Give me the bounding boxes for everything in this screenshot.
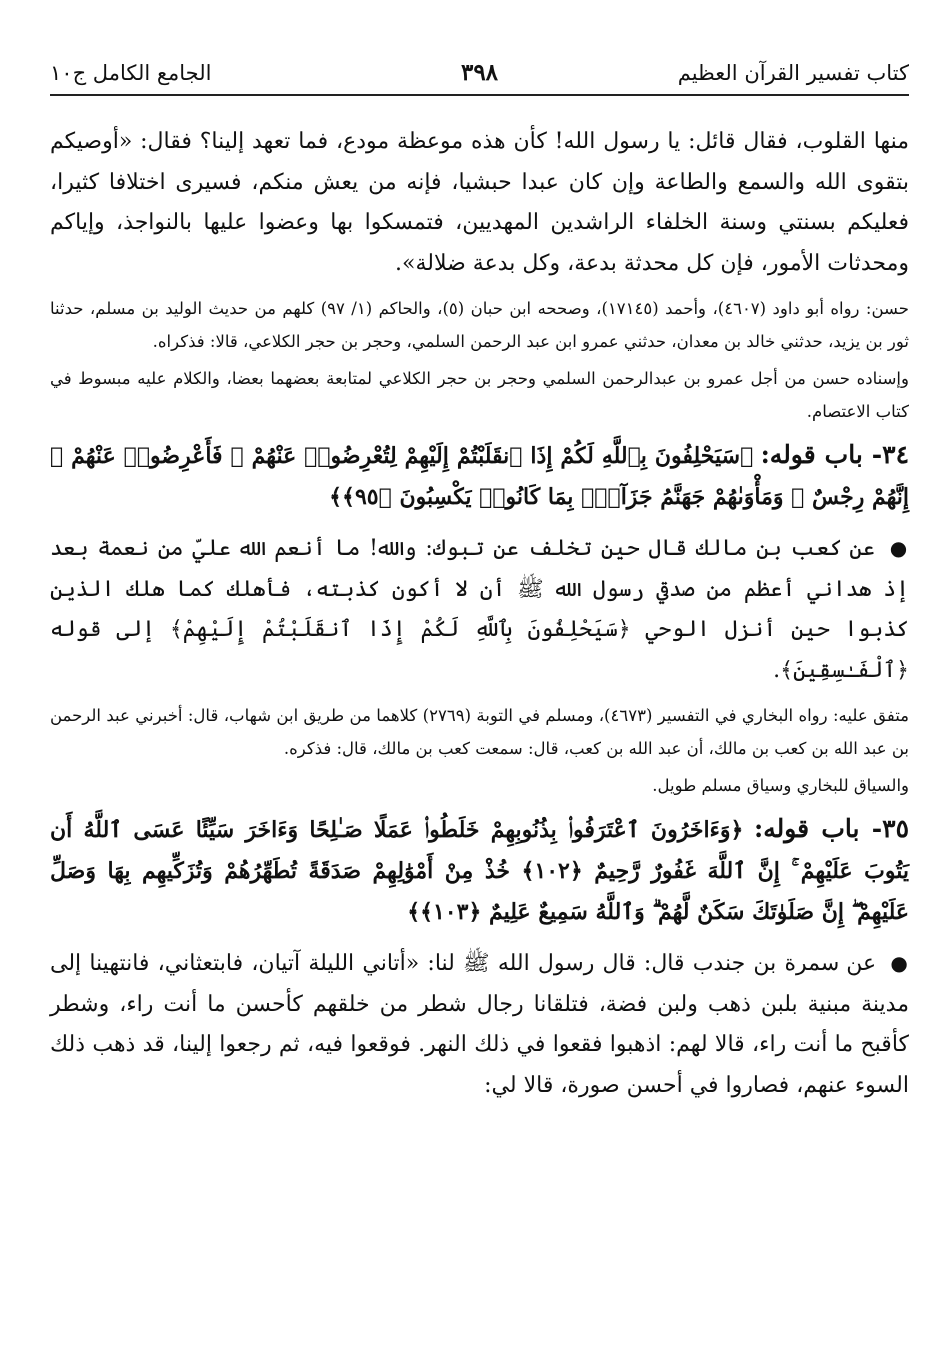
hadith-text: منها القلوب، فقال قائل: يا رسول الله! كأن هذه موعظة مودع، فما تعهد إلينا؟ فقال: «أوصيكم بتقوى الله والسمع والطاعة وإن كان عبدا حبشيا، فإنه من يعش منكم، فسيرى اختلافا كثيرا، فعليكم بسنتي وسنة الخلفاء الراشدين المهديين، فتمسكوا بها وعضوا عليها بالنواجذ، وإياكم ومحدثات الأمور، فإن كل محدثة بدعة، وكل بدعة ضلالة». xyxy=(50,129,909,276)
bullet-icon: ● xyxy=(889,536,909,560)
chapter-label: ٣٤- باب قوله: xyxy=(760,440,909,469)
context-note: والسياق للبخاري وسياق مسلم طويل. xyxy=(652,776,909,795)
volume-title: الجامع الكامل ج١٠ xyxy=(50,61,212,85)
chapter-heading-35 xyxy=(50,808,909,933)
header-divider xyxy=(50,94,909,96)
bullet-icon: ● xyxy=(890,951,910,975)
quran-verse: ﴿سَيَحْلِفُونَ بِٱللَّهِ لَكُمْ إِذَا ٱنقَلَبْتُمْ إِلَيْهِمْ لِتُعْرِضُوا۟ عَنْهُمْ ۖ فَأَعْرِضُوا۟ عَنْهُمْ ۖ إِنَّهُمْ رِجْسٌ ۖ وَمَأْوَىٰهُمْ جَهَنَّمُ جَزَآءًۢ بِمَا كَانُوا۟ يَكْسِبُونَ ﴿٩٥﴾﴾ xyxy=(50,443,909,510)
page-header xyxy=(50,58,909,94)
chapter-heading-34 xyxy=(50,434,909,518)
isnad-note: وإسناده حسن من أجل عمرو بن عبدالرحمن السلمي وحجر بن حجر الكلاعي لمتابعة بعضهما بعضا، والكلام عليه مبسوط في كتاب الاعتصام. xyxy=(50,369,909,421)
page-body xyxy=(50,122,909,1114)
hadith-text: عن كعب بن مالك قال حين تخلف عن تبوك: والله! ما أنعم الله عليّ من نعمة بعد إذ هداني أعظم من صدقي رسول الله ﷺ أن لا أكون كذبته، فأهلك كما هلك الذين كذبوا حين أنزل الوحي ﴿سَيَحْلِفُونَ بِٱللَّهِ لَكُمْ إِذَا ٱنقَلَبْتُمْ إِلَيْهِمْ﴾ إلى قوله ﴿ٱلْفَـٰسِقِينَ﴾. xyxy=(50,536,909,683)
page-number: ٣٩٨ xyxy=(460,59,499,86)
takhrij-note: حسن: رواه أبو داود (٤٦٠٧)، وأحمد (١٧١٤٥)، وصححه ابن حبان (٥)، والحاكم (١/ ٩٧) كلهم من حديث الوليد بن مسلم، حدثنا ثور بن يزيد، حدثني خالد بن معدان، حدثني عمرو ابن عبد الرحمن السلمي، وحجر بن حجر الكلاعي، قالا: فذكراه. xyxy=(50,299,909,351)
book-title: كتاب تفسير القرآن العظيم xyxy=(677,61,909,85)
hadith-paragraph xyxy=(50,528,909,691)
quran-verse: ﴿وَءَاخَرُونَ ٱعْتَرَفُوا۟ بِذُنُوبِهِمْ خَلَطُوا۟ عَمَلًا صَـٰلِحًا وَءَاخَرَ سَيِّئًا عَسَى ٱللَّهُ أَن يَتُوبَ عَلَيْهِمْ ۚ إِنَّ ٱللَّهَ غَفُورٌ رَّحِيمٌ ﴿١٠٢﴾ خُذْ مِنْ أَمْوَٰلِهِمْ صَدَقَةً تُطَهِّرُهُمْ وَتُزَكِّيهِم بِهَا وَصَلِّ عَلَيْهِمْ ۖ إِنَّ صَلَوٰتَكَ سَكَنٌ لَّهُمْ ۗ وَٱللَّهُ سَمِيعٌ عَلِيمٌ ﴿١٠٣﴾﴾ xyxy=(50,817,909,925)
takhrij-note: متفق عليه: رواه البخاري في التفسير (٤٦٧٣)، ومسلم في التوبة (٢٧٦٩) كلاهما من طريق ابن شهاب، قال: أخبرني عبد الرحمن بن عبد الله بن كعب بن مالك، أن عبد الله بن كعب، قال: سمعت كعب بن مالك، قال: فذكره. xyxy=(50,706,910,758)
hadith-paragraph xyxy=(50,943,909,1106)
hadith-text: عن سمرة بن جندب قال: قال رسول الله ﷺ لنا: «أتاني الليلة آتيان، فابتعثاني، فانتهينا إلى مدينة مبنية بلبن ذهب ولبن فضة، فتلقانا رجال شطر من خلقهم كأحسن ما أنت راء، وشطر كأقبح ما أنت راء، قالا لهم: اذهبوا فقعوا في ذلك النهر. فوقعوا فيه، ثم رجعوا إلينا، قد ذهب ذلك السوء عنهم، فصاروا في أحسن صورة، قالا لي: xyxy=(50,951,909,1098)
chapter-label: ٣٥- باب قوله: xyxy=(753,814,909,843)
